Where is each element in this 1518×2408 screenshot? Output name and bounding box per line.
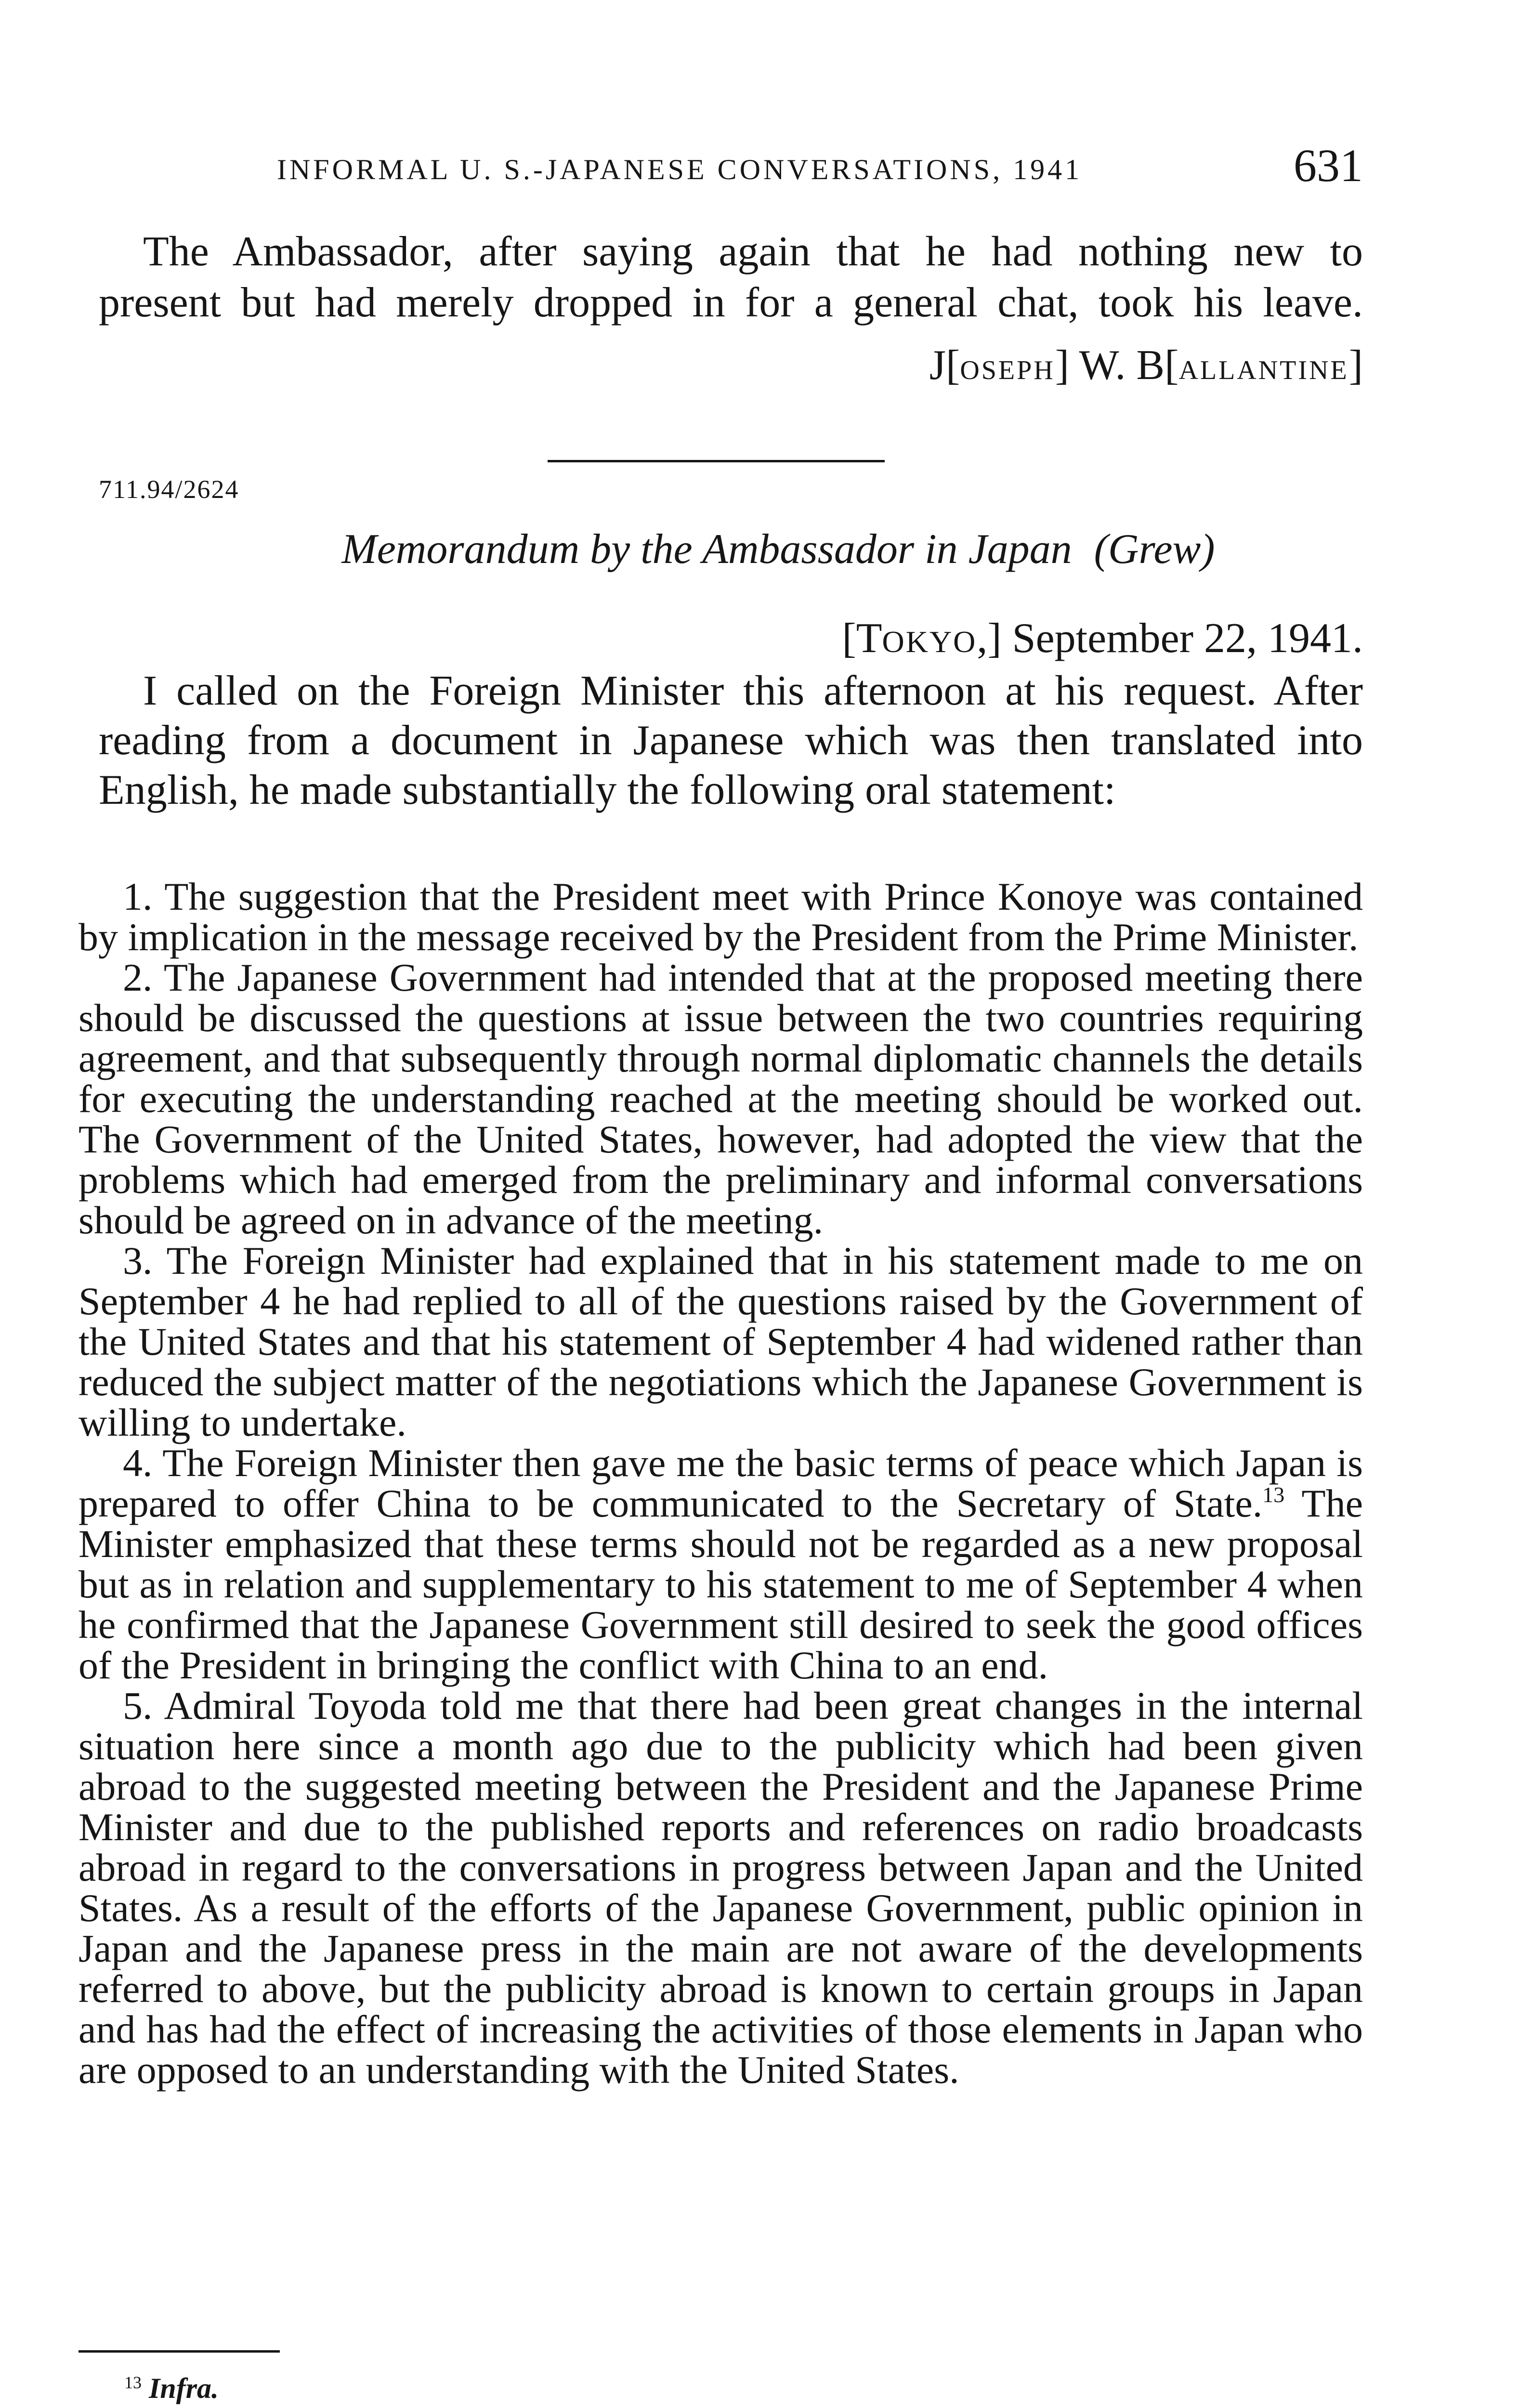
closing-paragraph [99, 226, 1363, 328]
signature-part: OSEPH [960, 355, 1055, 385]
point-3: 3. The Foreign Minister had explained that in his statement made to me on September 4 he had replied to all of the questions raised by the Government of the United States and that his statement of September 4 had widened rather than reduced the subject matter of the negotiations which the Japanese Government is willing to undertake. [79, 1239, 1363, 1444]
closing-line-1: The Ambassador, after saying again that he had nothing new to [143, 228, 1363, 275]
intro-paragraph [99, 666, 1363, 815]
footnote-marker: 13 [124, 2373, 142, 2392]
intro-text: I called on the Foreign Minister this afternoon at his request. After reading from a document in Japanese which was then translated into English, he made substantially the following oral statement: [99, 667, 1363, 813]
closing-line-2: present but had merely dropped in for a general chat, took his leave. [99, 279, 1363, 326]
footnote-text: Infra. [149, 2372, 219, 2404]
section-divider [548, 460, 885, 462]
signature [929, 341, 1363, 390]
point-4-text: 4. The Foreign Minister then gave me the basic terms of peace which Japan is prepared to offer China to be communicated to the Secretary of State. [79, 1441, 1363, 1525]
footnote-divider [79, 2350, 280, 2353]
signature-part: J[ [929, 342, 960, 389]
running-head: INFORMAL U. S.-JAPANESE CONVERSATIONS, 1941 [277, 154, 1083, 185]
dateline-part: ,] September 22, 1941. [977, 615, 1363, 662]
dateline [842, 614, 1363, 663]
footnote-reference: 13 [1262, 1482, 1285, 1507]
signature-part: ] [1348, 342, 1363, 389]
document-title [0, 525, 1518, 574]
page-number: 631 [1294, 140, 1363, 191]
point-2: 2. The Japanese Government had intended that at the proposed meeting there should be discussed the questions at issue between the two countries requiring agreement, and that subsequently through normal diplomatic channels the details for executing the understanding reached at the meeting should be worked out. The Government of the United States, however, had adopted the view that the problems which had emerged from the preliminary and informal conversations should be agreed on in advance of the meeting. [79, 955, 1363, 1242]
file-number: 711.94/2624 [99, 475, 239, 504]
dateline-city: OKYO [882, 625, 977, 659]
point-4 [79, 1443, 1363, 1686]
signature-part: ] W. B[ [1055, 342, 1179, 389]
point-1: 1. The suggestion that the President meet with Prince Konoye was contained by implication in the message received by the President from the Prime Minister. [79, 875, 1363, 959]
signature-part: ALLANTINE [1178, 355, 1349, 385]
footnote [124, 2372, 219, 2405]
point-4-text-continued: The Minister emphasized that these terms should not be regarded as a new proposal but as in relation and supplementary to his statement to me of September 4 when he confirmed that the Japanese Government still desired to seek the good offices of the President in bringing the conflict with China to an end. [79, 1481, 1363, 1687]
statement-points [79, 877, 1363, 2090]
title-text: Memorandum by the Ambassador in Japan [341, 526, 1072, 573]
title-name: (Grew) [1094, 526, 1215, 573]
point-5: 5. Admiral Toyoda told me that there had been great changes in the internal situation here since a month ago due to the publicity which had been given abroad to the suggested meeting between the President and the Japanese Prime Minister and due to the published reports and references on radio broadcasts abroad in regard to the conversations in progress between Japan and the United States. As a result of the efforts of the Japanese Government, public opinion in Japan and the Japanese press in the main are not aware of the developments referred to above, but the publicity abroad is known to certain groups in Japan and has had the effect of increasing the activities of those elements in Japan who are opposed to an understanding with the United States. [79, 1684, 1363, 2092]
dateline-part: [T [842, 615, 882, 662]
